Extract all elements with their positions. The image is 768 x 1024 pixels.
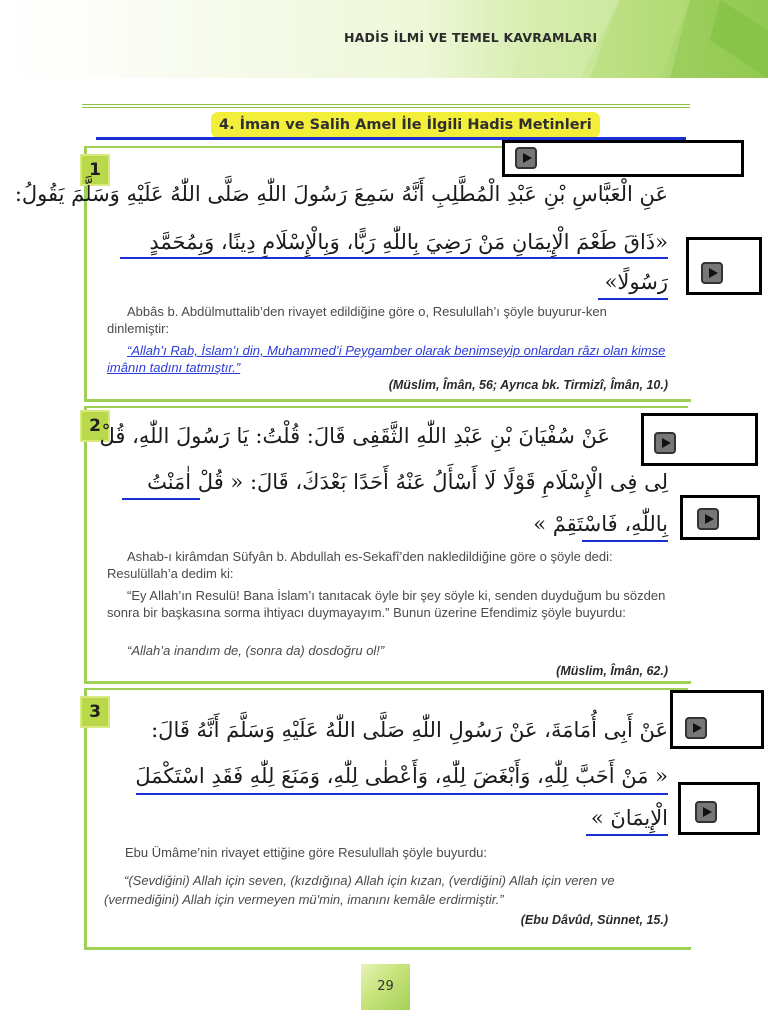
arabic-underline [120,257,668,259]
hadith-source: (Müslim, Îmân, 62.) [556,664,668,678]
audio-player-frame [641,413,758,466]
arabic-underline [122,498,200,500]
section-title: 4. İman ve Salih Amel İle İlgili Hadis Metinleri [211,112,600,138]
hadith-arabic-line: « مَنْ أَحَبَّ لِلّٰهِ، وَأَبْغَضَ لِلّٰهِ، وَأَعْطٰى لِلّٰهِ، وَمَنَعَ لِلّٰهِ فَقَدِ اسْتَكْمَلَ [135,764,668,788]
hadith-translation: Abbâs b. Abdülmuttalib’den rivayet edildiğine göre o, Resulullah’ı şöyle buyurur-ken dinlemiştir: [107,304,607,336]
play-icon[interactable] [654,432,676,454]
hadith-quote: “Allah’a inandım de, (sonra da) dosdoğru ol!” [127,643,385,658]
audio-player-frame [686,237,762,295]
play-icon[interactable] [697,508,719,530]
section-rule [82,104,690,105]
play-icon[interactable] [685,717,707,739]
hadith-source: (Ebu Dâvûd, Sünnet, 15.) [520,913,668,927]
hadith-arabic-line: عَنِ الْعَبَّاسِ بْنِ عَبْدِ الْمُطَّلِبِ أَنَّهُ سَمِعَ رَسُولَ اللّٰهِ صَلَّى اللّٰهُ عَلَيْهِ وَسَلَّمَ يَقُولُ: [14,182,668,206]
arabic-underline [598,298,668,300]
section-rule [82,107,690,108]
hadith-arabic-line: الْإِيمَانَ » [590,806,668,830]
hadith-arabic-line: بِاللّٰهِ، فَاسْتَقِمْ » [533,512,668,536]
hadith-arabic-line: «ذَاقَ طَعْمَ الْإِيمَانِ مَنْ رَضِيَ بِاللّٰهِ رَبًّا، وَبِالْإِسْلَامِ دِينًا، وَبِمُحَمَّدٍ [149,230,668,254]
audio-player-frame [670,690,764,749]
hadith-translation: Ashab-ı kirâmdan Süfyân b. Abdullah es-Sekafî’den nakledildiğine göre o şöyle dedi: Resulüllah’a dedim ki: [107,549,613,581]
play-icon[interactable] [701,262,723,284]
hadith-arabic-line: عَنْ سُفْيَانَ بْنِ عَبْدِ اللّٰهِ الثَّقَفِى قَالَ: قُلْتُ: يَا رَسُولَ اللّٰهِ، قُلْ [99,424,610,448]
hadith-source: (Müslim, Îmân, 56; Ayrıca bk. Tirmizî, Îmân, 10.) [388,378,668,392]
hadith-arabic-line: رَسُولًا» [604,270,668,294]
play-icon[interactable] [515,147,537,169]
page-header-title: HADİS İLMİ VE TEMEL KAVRAMLARI [344,30,598,45]
audio-player-frame [678,782,760,835]
hadith-arabic-line: عَنْ أَبِى أُمَامَةَ، عَنْ رَسُولِ اللّٰهِ صَلَّى اللّٰهُ عَلَيْهِ وَسَلَّمَ أَنَّهُ قَالَ: [151,718,668,742]
hadith-translation: Ebu Ümâme’nin rivayet ettiğine göre Resulullah şöyle buyurdu: [125,845,488,860]
hadith-number: 1 [80,154,110,186]
hadith-quote: “(Sevdiğini) Allah için seven, (kızdığına) Allah için kızan, (verdiğini) Allah için veren ve (vermediğini) Allah için vermeyen mü'min, imanını kemâle erdirmiştir.” [104,873,615,907]
hadith-arabic-line: لِى فِى الْإِسْلَامِ قَوْلًا لَا أَسْأَلُ عَنْهُ أَحَدًا بَعْدَكَ، قَالَ: « قُلْ اٰمَنْتُ [147,470,668,494]
arabic-underline [582,540,668,542]
hadith-quote: “Allah’ı Rab, İslam’ı din, Muhammed’i Peygamber olarak benimseyip onlardan râzı olan kimse imânın tadını tatmıştır.” [107,343,666,375]
hadith-number: 2 [80,410,110,442]
page-number: 29 [361,964,410,1010]
arabic-underline [136,793,668,795]
audio-player-frame [680,495,760,540]
arabic-underline [586,834,668,836]
audio-player-frame [502,140,744,177]
play-icon[interactable] [695,801,717,823]
hadith-number: 3 [80,696,110,728]
hadith-quote-plain: “Ey Allah’ın Resulü! Bana İslam’ı tanıtacak öyle bir şey söyle ki, senden duyduğum bu sözden sonra bir başkasına sorma ihtiyacı duymayayım.” Bunun üzerine Efendimiz şöyle buyurdu: [107,588,666,620]
